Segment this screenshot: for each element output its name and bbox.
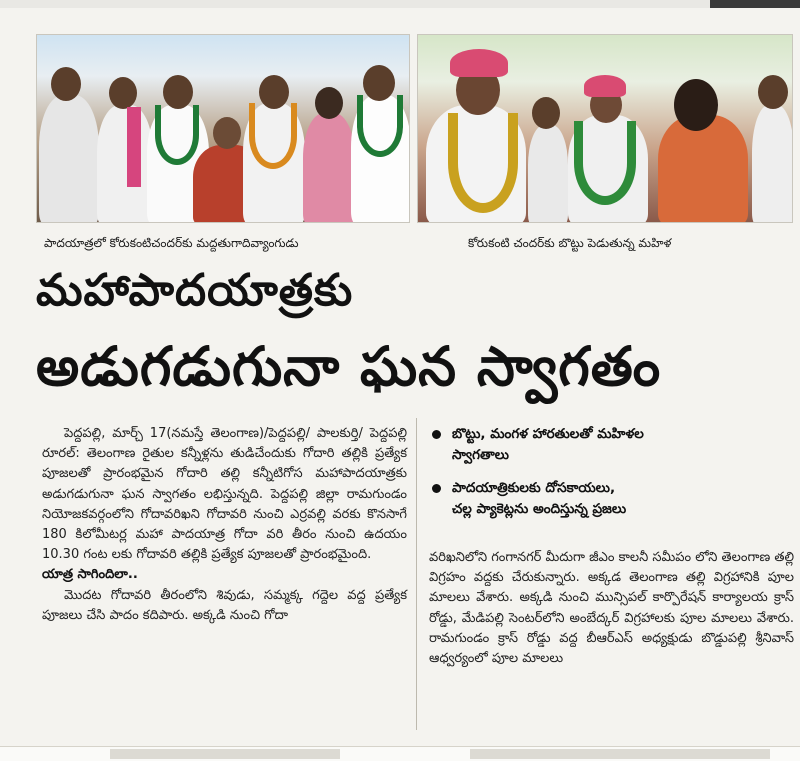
green-garland xyxy=(574,121,636,205)
next-article-strip xyxy=(0,746,800,761)
highlight-item xyxy=(426,478,796,520)
flower-garland xyxy=(249,103,297,169)
highlights-box xyxy=(426,424,796,532)
person-figure xyxy=(97,105,153,223)
green-garland xyxy=(357,95,403,157)
photo-padayatra-support xyxy=(36,34,410,223)
woman-head xyxy=(674,79,718,131)
top-edge-dark-segment xyxy=(710,0,800,8)
article-paragraph: వరిఖనిలోని గంగానగర్ మీదుగా జీఎం కాలనీ సమీపం లోని తెలంగాణ తల్లి విగ్రహం వద్దకు చేరుకున్నారు. అక్కడ తెలంగాణ తల్లి విగ్రహానికి పూల మాలలు వేశారు. అక్కడి నుంచి మున్సిపల్ కార్పొరేషన్ కార్యాలయ క్రాస్ రోడ్డు, మేడిపల్లి సెంటర్‌లోని అంబేద్కర్ విగ్రహాలకు పూల మాలలు వేశారు. రామగుండం క్రాస్ రోడ్డు వద్ద బీఆర్ఎస్ అధ్యక్షుడు బొడ్డుపల్లి శ్రీనివాస్ ఆధ్వర్యంలో పూల మాలలు xyxy=(429,550,794,667)
highlight-line: బొట్టు, మంగళ హారతులతో మహిళల xyxy=(452,426,644,442)
person-head xyxy=(163,75,193,109)
article-paragraph: పెద్దపల్లి, మార్చ్ 17(నమస్తే తెలంగాణ)/పెద్దపల్లి/ పాలకుర్తి/ పెద్దపల్లి రూరల్: తెలంగాణ రైతుల కన్నీళ్లను తుడిచేందుకు గోదారి తల్లికి ప్రత్యేక పూజలతో ప్రారంభమైన గోదారి తల్లి కన్నీటిగోస మహాపాదయాత్రకు అడుగడుగునా ఘన స్వాగతం లభిస్తున్నది. పెద్దపల్లి జిల్లా రామగుండం నియోజకవర్గంలోని గోదావరిఖని గోదావరి నుంచి ఎర్రవల్లి వరకు కొనసాగే 180 కిలోమీటర్ల మహా పాదయాత్ర గోదా వరి తీరం నుంచి ఉదయం 10.30 గంట లకు గోదావరి తల్లికి ప్రత్యేక పూజలతో ప్రారంభమైంది. xyxy=(42,426,407,563)
woman-figure xyxy=(658,115,748,223)
article-column-right xyxy=(429,548,794,669)
top-edge-bar xyxy=(0,0,800,8)
person-head xyxy=(315,87,343,119)
article-column-left xyxy=(42,424,407,626)
person-head xyxy=(109,77,137,109)
pink-turban xyxy=(584,75,626,97)
pink-scarf xyxy=(127,107,141,187)
highlight-line: చల్ల ప్యాకెట్లను అందిస్తున్న ప్రజలు xyxy=(452,501,627,517)
person-figure xyxy=(528,125,568,223)
photo-caption-left: పాదయాత్రలో కోరుకంటిచందర్‌కు మద్దతుగాదివ్యాంగుడు xyxy=(44,236,299,250)
flower-garland xyxy=(448,113,518,213)
photo-bottu-welcome xyxy=(417,34,793,223)
column-divider xyxy=(416,418,417,730)
pink-turban xyxy=(450,49,508,77)
highlight-line: స్వాగతాలు xyxy=(452,447,509,463)
article-subheading: యాత్ర సాగిందిలా.. xyxy=(42,567,138,583)
person-head xyxy=(758,75,788,109)
bullet-dot-icon xyxy=(432,430,441,439)
highlight-item xyxy=(426,424,796,466)
photo-caption-right: కోరుకంటి చందర్‌కు బొట్టు పెడుతున్న మహిళ xyxy=(468,236,672,250)
green-garland xyxy=(155,105,199,165)
person-head xyxy=(51,67,81,101)
bullet-dot-icon xyxy=(432,484,441,493)
headline-line-1: మహాపాదయాత్రకు xyxy=(36,265,354,316)
person-head xyxy=(532,97,560,129)
person-figure xyxy=(39,95,99,223)
next-article-text-fragment xyxy=(470,749,770,759)
woman-figure xyxy=(303,113,355,223)
highlight-line: పాదయాత్రికులకు దోసకాయలు, xyxy=(452,480,616,496)
person-head xyxy=(213,117,241,149)
person-figure xyxy=(752,105,793,223)
headline-line-2: అడుగడుగునా ఘన స్వాగతం xyxy=(36,335,662,398)
article-paragraph: మొదట గోదావరి తీరంలోని శివుడు, సమ్మక్క గద్దెల వద్ద ప్రత్యేక పూజలు చేసి పాదం కదిపారు. అక్కడి నుంచి గోదా xyxy=(42,587,407,623)
next-article-text-fragment xyxy=(110,749,340,759)
